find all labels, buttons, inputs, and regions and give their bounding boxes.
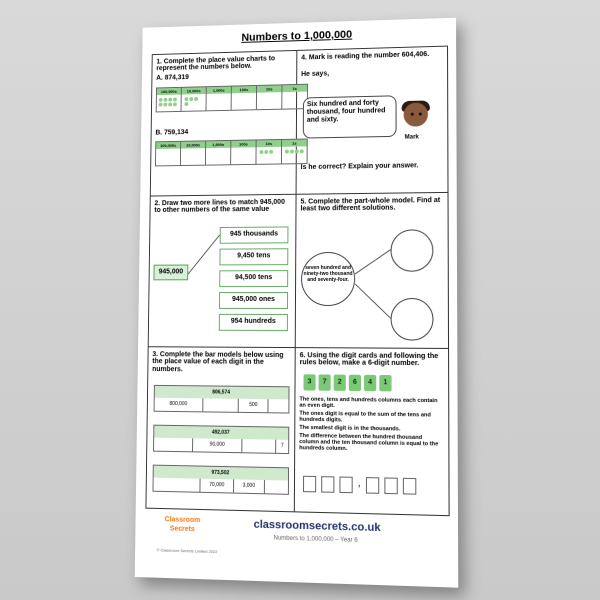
answer-box[interactable] (339, 477, 352, 494)
q4-text: 4. Mark is reading the number 604,406. (301, 51, 430, 62)
rules-list: The ones, tens and hundreds columns each contain an even digit. The ones digit is equal to the sum of the tens and hundreds digits. The smallest digit is in the thousands. The difference between the hundred thousand column and the ten thousand column is equal to the hundreds column. (299, 396, 439, 453)
bar-model-2: 492,037 90,000 7 (153, 425, 289, 454)
worksheet (135, 18, 459, 588)
question-1 (151, 51, 298, 197)
answer-box[interactable] (366, 477, 379, 494)
question-2 (149, 195, 297, 348)
question-6 (295, 348, 449, 515)
whole-circle: seven hundred and ninety-two thousand and seventy-four. (301, 252, 355, 306)
digit-card: 4 (364, 375, 376, 391)
classroom-secrets-logo: Classroom Secrets (159, 515, 206, 547)
digit-card: 3 (304, 374, 316, 390)
mark-name: Mark (404, 134, 419, 141)
worksheet-title: Numbers to 1,000,000 (241, 28, 353, 44)
q1-a: A. 874,319 (156, 73, 189, 82)
question-grid (145, 46, 449, 517)
question-5 (296, 193, 448, 349)
website-url[interactable]: classroomsecrets.co.uk (253, 518, 381, 535)
answer-box[interactable] (384, 477, 397, 494)
digit-card: 2 (334, 375, 346, 391)
q6-text: 6. Using the digit cards and following the rules below, make a 6-digit number. (299, 352, 439, 368)
digit-card: 6 (349, 375, 361, 391)
option-5: 954 hundreds (219, 314, 288, 331)
q4-question: Is he correct? Explain your answer. (300, 162, 419, 172)
bar-total-2: 492,037 (154, 426, 288, 440)
main-number-box: 945,000 (153, 265, 188, 281)
option-1: 945 thousands (220, 226, 289, 243)
q4-says: He says, (301, 70, 330, 79)
place-value-chart-b: 100,000s 10,000s 1,000s 100s 10s 1s (155, 138, 308, 166)
q1-b: B. 759,134 (155, 129, 189, 137)
answer-box[interactable] (303, 476, 316, 493)
q2-text: 2. Draw two more lines to match 945,000 to other numbers of the same value (154, 198, 285, 215)
digit-card: 7 (319, 374, 331, 390)
digit-cards (304, 374, 392, 391)
place-value-chart-a: 100,000s 10,000s 1,000s 100s 10s 1s (156, 84, 308, 113)
q3-text: 3. Complete the bar models below using the place value of each digit in the numbers. (152, 351, 284, 373)
answer-box[interactable] (321, 476, 334, 493)
bar-total-1: 806,574 (155, 386, 289, 400)
mark-avatar (401, 98, 431, 132)
q5-text: 5. Complete the part-whole model. Find at least two different solutions. (300, 197, 441, 213)
question-4 (297, 47, 448, 195)
worksheet-footer (135, 506, 459, 587)
answer-box[interactable] (403, 478, 416, 495)
question-3 (146, 347, 295, 511)
q1-text: 1. Complete the place value charts to represent the numbers below. (156, 55, 276, 73)
bar-total-3: 973,502 (154, 466, 288, 481)
bar-model-3: 973,502 70,000 3,000 (152, 465, 289, 495)
bar-model-1: 806,574 800,000 500 (154, 385, 290, 414)
option-2: 9,450 tens (219, 248, 288, 265)
option-4: 945,000 ones (219, 292, 288, 309)
copyright: © Classroom Secrets Limited 2022 (156, 547, 218, 555)
option-3: 94,500 tens (219, 270, 288, 287)
digit-card: 1 (379, 375, 391, 391)
part-whole-lines (296, 193, 448, 349)
worksheet-subtitle: Numbers to 1,000,000 – Year 6 (273, 535, 358, 544)
answer-boxes: , (303, 476, 416, 495)
speech-bubble: Six hundred and forty thousand, four hundred and sixty. (303, 95, 397, 138)
